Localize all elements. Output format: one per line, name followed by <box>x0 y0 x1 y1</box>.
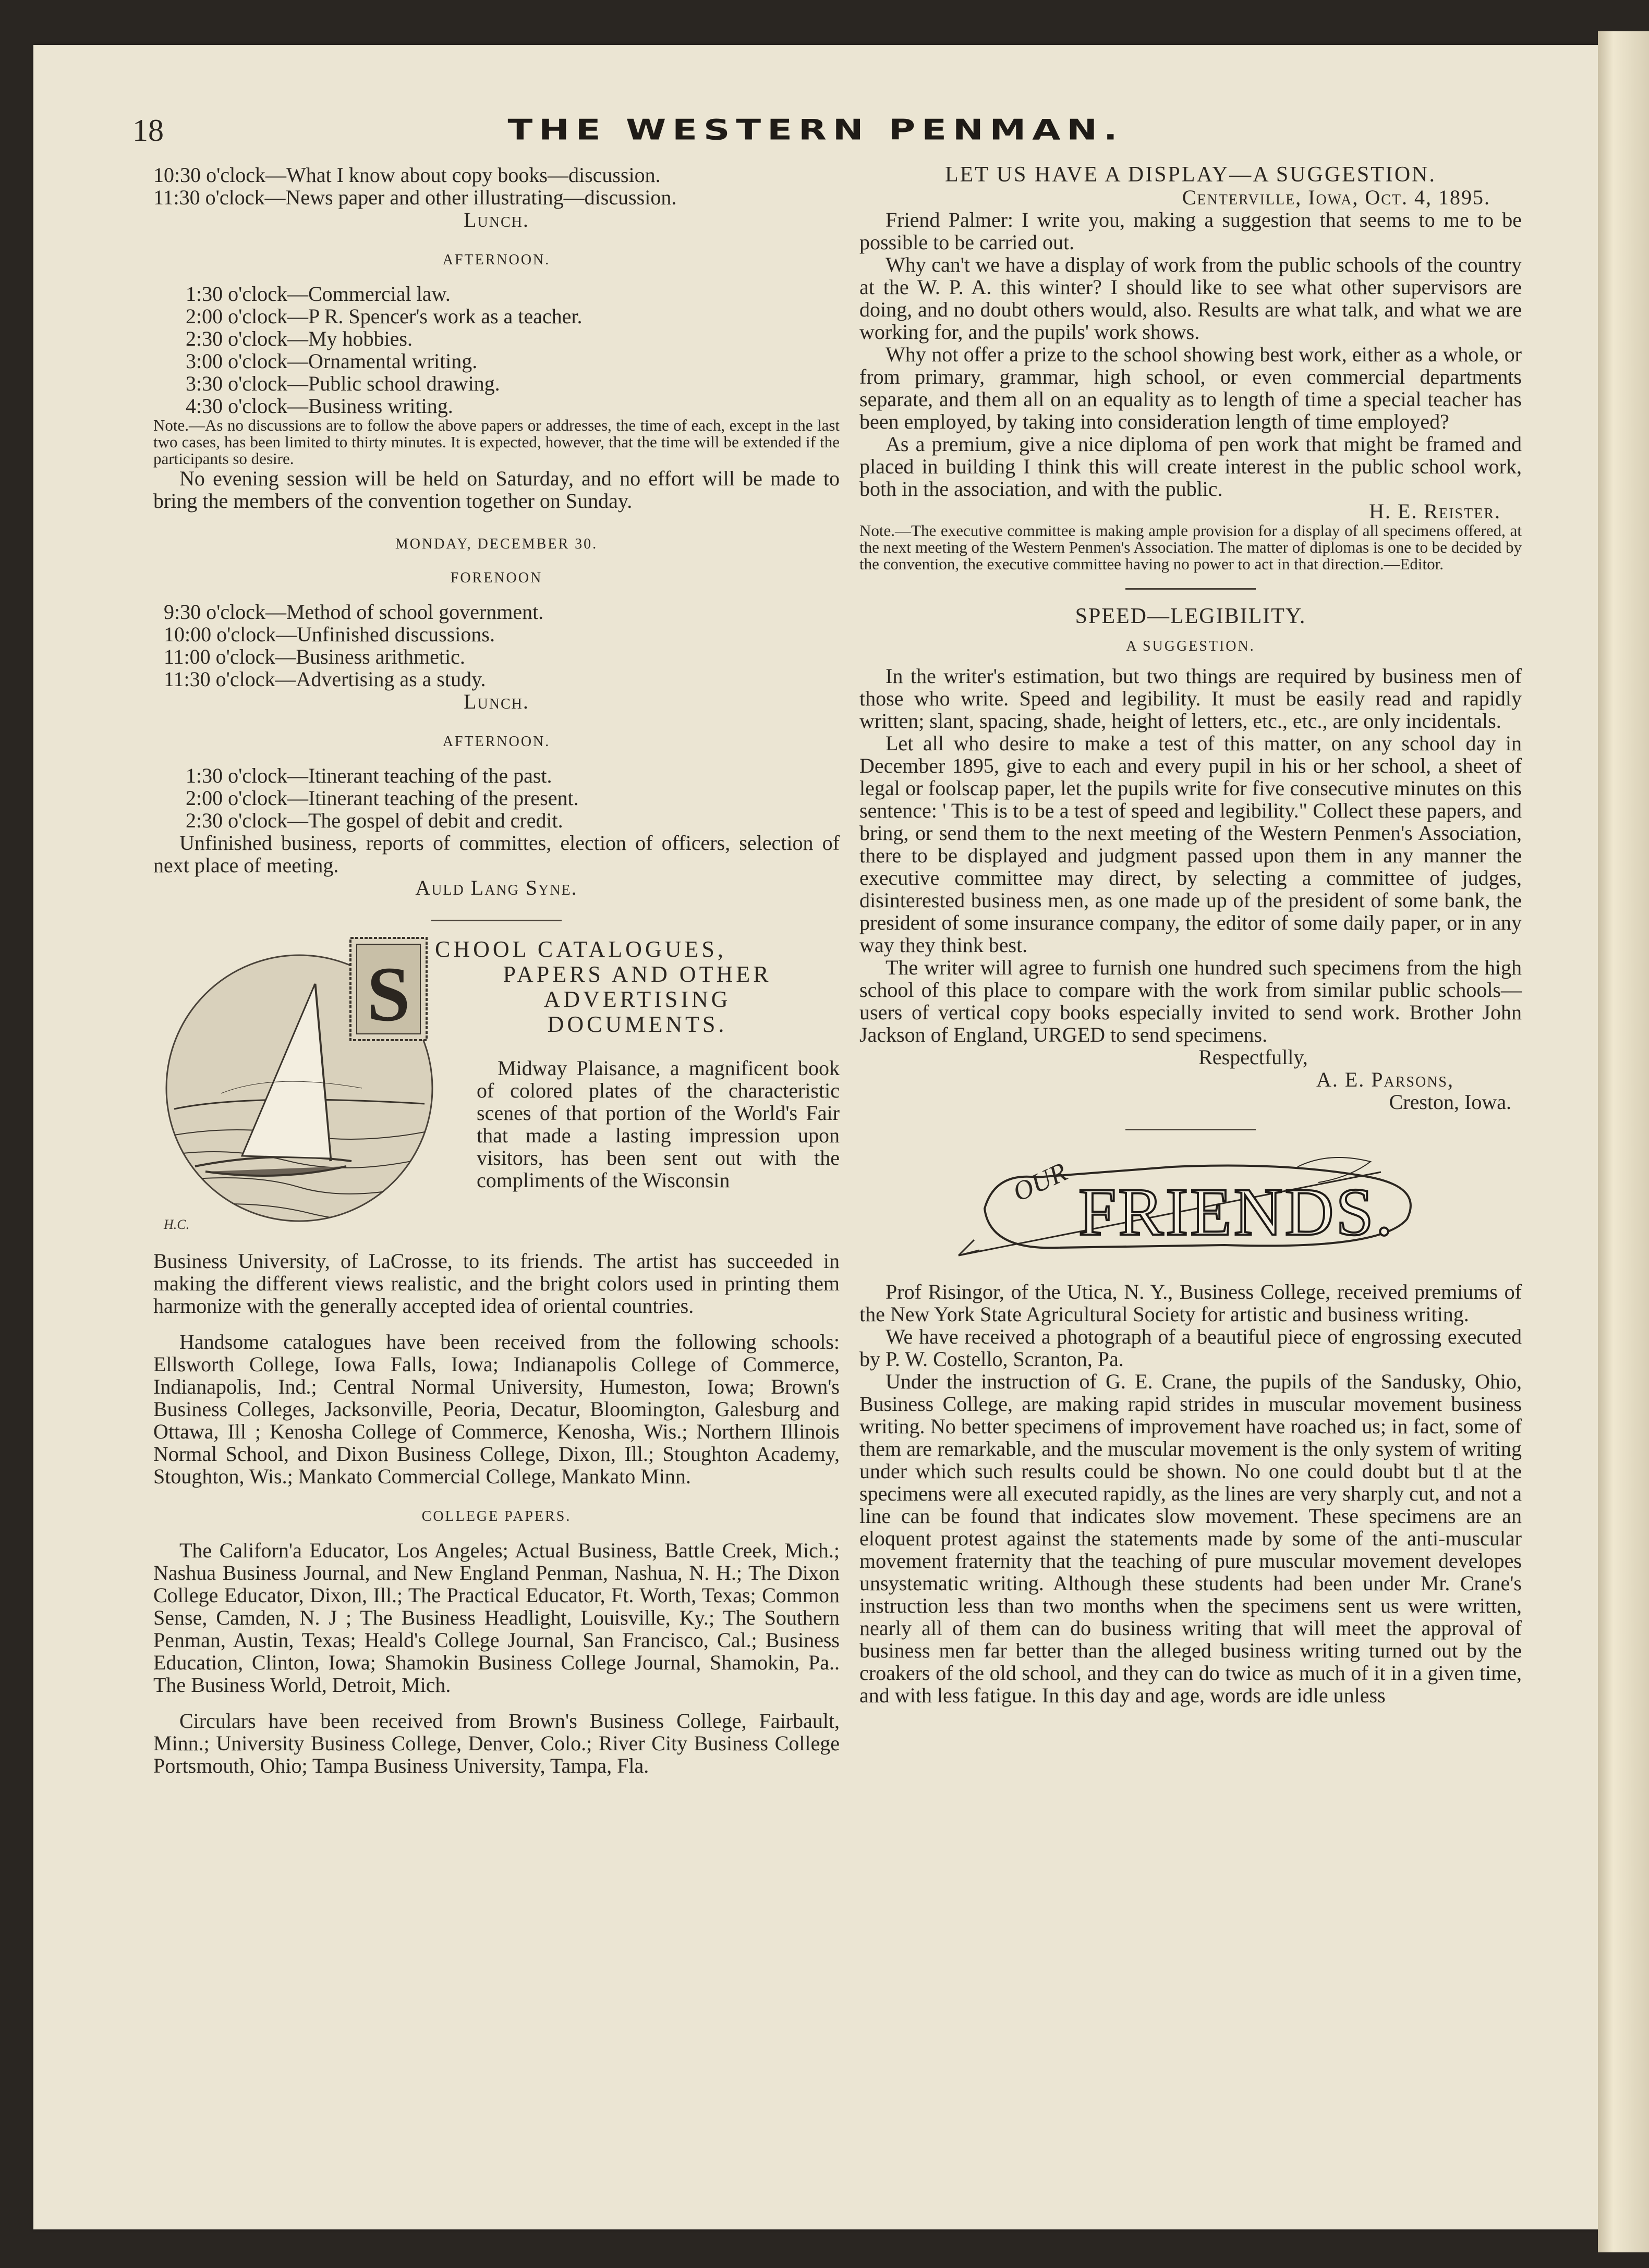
catalogues-heading-line: ADVERTISING <box>543 986 731 1012</box>
svg-text:H.C.: H.C. <box>164 1217 190 1232</box>
catalogues-heading-line: PAPERS AND OTHER <box>503 961 772 987</box>
signature-place: Creston, Iowa. <box>1389 1090 1511 1114</box>
page-number: 18 <box>132 113 164 148</box>
divider <box>431 920 562 921</box>
schedule-item: 1:30 o'clock—Itinerant teaching of the past. <box>186 764 552 787</box>
banner-our-text: OUR <box>1008 1157 1072 1208</box>
our-friends-banner <box>859 1146 1522 1266</box>
lunch-label: Lunch. <box>464 208 529 231</box>
schedule-item: 3:00 o'clock—Ornamental writing. <box>186 349 478 373</box>
display-paragraph: Why can't we have a display of work from the public schools of the country at the W. P. A. this winter? I should like to see what other supervisors are doing, and no doubt others would, also. Results are what talk, and what we are working for, and the pupils' work shows. <box>859 253 1522 344</box>
college-papers-paragraph: The Californ'a Educator, Los Angeles; Actual Business, Battle Creek, Mich.; Nashua Business Journal, and New England Penman, Nashua, N. H.; The Dixon College Educator, Dixon, Ill.; The Practical Educator, Ft. Worth, Texas; Common Sense, Camden, N. J ; The Business Headlight, Louisville, Ky.; The Southern Penman, Austin, Texas; Heald's College Journal, San Francisco, Cal.; Business Education, Clinton, Iowa; Shamokin Business College Journal, Shamokin, Pa.. The Business World, Detroit, Mich. <box>153 1539 840 1697</box>
right-column <box>859 164 1522 1706</box>
speed-subtitle: A SUGGESTION. <box>1126 638 1255 654</box>
display-article-title: LET US HAVE A DISPLAY—A SUGGESTION. <box>944 163 1436 187</box>
schedule-note: Note.—As no discussions are to follow the above papers or addresses, the time of each, except in the last two cases, has been limited to thirty minutes. It is expected, however, that the time will be extended if the participants so desire. <box>153 416 840 468</box>
divider <box>1125 1129 1256 1130</box>
schedule-item: 2:00 o'clock—Itinerant teaching of the present. <box>186 786 579 810</box>
signature-reister: H. E. Reister. <box>1369 499 1501 523</box>
catalogues-heading-line: DOCUMENTS. <box>547 1011 728 1037</box>
divider <box>1125 588 1256 590</box>
lunch-label: Lunch. <box>464 690 529 713</box>
schedule-item: 9:30 o'clock—Method of school government. <box>164 600 544 624</box>
afternoon-heading: AFTERNOON. <box>442 252 551 268</box>
display-paragraph: Why not offer a prize to the school showing best work, either as a whole, or from primary, grammar, high school, or even commercial departments separate, and them all on an equality as to length of time a special teacher has been employed, by taking into consideration length of time employed? <box>859 343 1522 433</box>
schedule-item: 11:00 o'clock—Business arithmetic. <box>164 645 465 668</box>
speed-paragraph: The writer will agree to furnish one hundred such specimens from the high school of this place to compare with the work from similar public schools—users of vertical copy books especially invited to send work. Brother John Jackson of England, URGED to send specimens. <box>859 956 1522 1046</box>
editor-note: Note.—The executive committee is making ample provision for a display of all specimens offered, at the next meeting of the Western Penmen's Association. The matter of diplomas is one to be decided by the convention, the executive committee having no power to act in that direction.—Editor. <box>859 521 1522 573</box>
midway-continued: Business University, of LaCrosse, to its friends. The artist has succeeded in making the different views realistic, and the bright colors used in printing them harmonize with the generally accepted idea of oriental countries. <box>153 1249 840 1318</box>
left-column <box>153 164 840 1777</box>
schedule-item: 10:00 o'clock—Unfinished discussions. <box>164 623 495 646</box>
catalogues-heading <box>435 937 840 1037</box>
banner-friends-text: FRIENDS. <box>1078 1175 1395 1250</box>
forenoon-heading: FORENOON <box>450 570 543 586</box>
display-paragraph: Friend Palmer: I write you, making a suggestion that seems to me to be possible to be carried out. <box>859 208 1522 254</box>
schedule-item: 2:30 o'clock—The gospel of debit and credit. <box>186 809 563 832</box>
drop-cap-box <box>349 937 428 1041</box>
catalogues-section <box>153 937 840 1250</box>
speed-article-title: SPEED—LEGIBILITY. <box>1075 604 1306 628</box>
schedule-item: 4:30 o'clock—Business writing. <box>186 394 453 418</box>
masthead: THE WESTERN PENMAN. <box>507 113 1124 147</box>
college-papers-heading: COLLEGE PAPERS. <box>421 1508 572 1525</box>
schedule-item: 3:30 o'clock—Public school drawing. <box>186 372 500 395</box>
friends-paragraph: We have received a photograph of a beautiful piece of engrossing executed by P. W. Costello, Scranton, Pa. <box>859 1325 1522 1371</box>
friends-paragraph: Under the instruction of G. E. Crane, the pupils of the Sandusky, Ohio, Business College, are making rapid strides in muscular movement business writing. No better specimens of improvement have roached us; in fact, some of them are remarkable, and the muscular movement is the only system of writing under which such results could be shown. No one could doubt but tl at the specimens were all executed rapidly, as the lines are very sharply cut, and not a line can be found that indicates slow movement. These specimens are an eloquent protest against the statements made by some of the anti-muscular movement fraternity that the teaching of pure muscular movement developes unsystematic writing. Although these students had been under Mr. Crane's instruction less than two months when the specimens sent us were written, nearly all of them can do business writing that will meet the approval of business men far better than the alleged business writing turned out by the croakers of the old school, and they can do twice as much of it in a given time, and with less fatigue. In this day and age, words are idle unless <box>859 1370 1522 1707</box>
schedule-item: 1:30 o'clock—Commercial law. <box>186 282 451 306</box>
page-edge <box>1598 31 1649 2252</box>
catalogues-heading-line: CHOOL CATALOGUES, <box>435 936 726 962</box>
dateline: Centerville, Iowa, Oct. 4, 1895. <box>1182 186 1490 209</box>
catalogues-paragraph: Handsome catalogues have been received from the following schools: Ellsworth College, Iowa Falls, Iowa; Indianapolis College of Commerce, Indianapolis, Ind.; Central Normal University, Humeston, Iowa; Brown's Business Colleges, Jacksonville, Peoria, Decatur, Bloomington, Galesburg and Ottawa, Ill ; Kenosha College of Commerce, Kenosha, Wis.; Northern Illinois Normal School, and Dixon Business College, Dixon, Ill.; Stoughton Academy, Stoughton, Wis.; Mankato Commercial College, Mankato Minn. <box>153 1330 840 1488</box>
evening-paragraph: No evening session will be held on Saturday, and no effort will be made to bring the members of the convention together on Sunday. <box>153 467 840 513</box>
schedule-item: 2:00 o'clock—P R. Spencer's work as a teacher. <box>186 304 583 328</box>
schedule-item: 10:30 o'clock—What I know about copy books—discussion. <box>153 163 661 187</box>
circulars-paragraph: Circulars have been received from Brown's Business College, Fairbault, Minn.; University Business College, Denver, Colo.; River City Business College Portsmouth, Ohio; Tampa Business University, Tampa, Fla. <box>153 1709 840 1777</box>
drop-cap-letter: S <box>367 951 410 1038</box>
monday-heading: MONDAY, DECEMBER 30. <box>395 536 598 552</box>
speed-paragraph: In the writer's estimation, but two things are required by business men of those who write. Speed and legibility. It must be easily read and rapidly written; slant, spacing, shade, height of letters, etc., etc., are only incidentals. <box>859 664 1522 733</box>
auld-lang-syne: Auld Lang Syne. <box>415 876 578 899</box>
midway-paragraph: Midway Plaisance, a magnificent book of colored plates of the characteristic scenes of that portion of the World's Fair that made a lasting impression upon visitors, has been sent out with the compliments of the Wisconsin <box>477 1056 840 1192</box>
afternoon-heading: AFTERNOON. <box>442 734 551 750</box>
schedule-item: 11:30 o'clock—Advertising as a study. <box>164 667 486 691</box>
signature-name: A. E. Parsons, <box>1316 1068 1454 1091</box>
unfinished-business: Unfinished business, reports of committes, election of officers, selection of next place of meeting. <box>153 831 840 877</box>
display-paragraph: As a premium, give a nice diploma of pen work that might be framed and placed in building I think this will create interest in the public school work, both in the association, and with the public. <box>859 432 1522 501</box>
schedule-item: 2:30 o'clock—My hobbies. <box>186 327 413 350</box>
newspaper-page <box>33 45 1598 2229</box>
speed-paragraph: Let all who desire to make a test of this matter, on any school day in December 1895, give to each and every pupil in his or her school, a sheet of legal or foolscap paper, let the pupils write for five consecutive minutes on this sentence: ' This is to be a test of speed and legibility." Collect these papers, and bring, or send them to the next meeting of the Western Penmen's Association, there to be displayed and judgment passed upon them in any manner the executive committee may direct, by selecting a committee of judges, disinterested business men, as one made up of the president of some bank, the president of some insurance company, the editor of some daily paper, or in any way they think best. <box>859 731 1522 957</box>
friends-paragraph: Prof Risingor, of the Utica, N. Y., Business College, received premiums of the New York State Agricultural Society for artistic and business writing. <box>859 1280 1522 1326</box>
schedule-item: 11:30 o'clock—News paper and other illustrating—discussion. <box>153 186 677 209</box>
closing: Respectfully, <box>1198 1045 1308 1069</box>
